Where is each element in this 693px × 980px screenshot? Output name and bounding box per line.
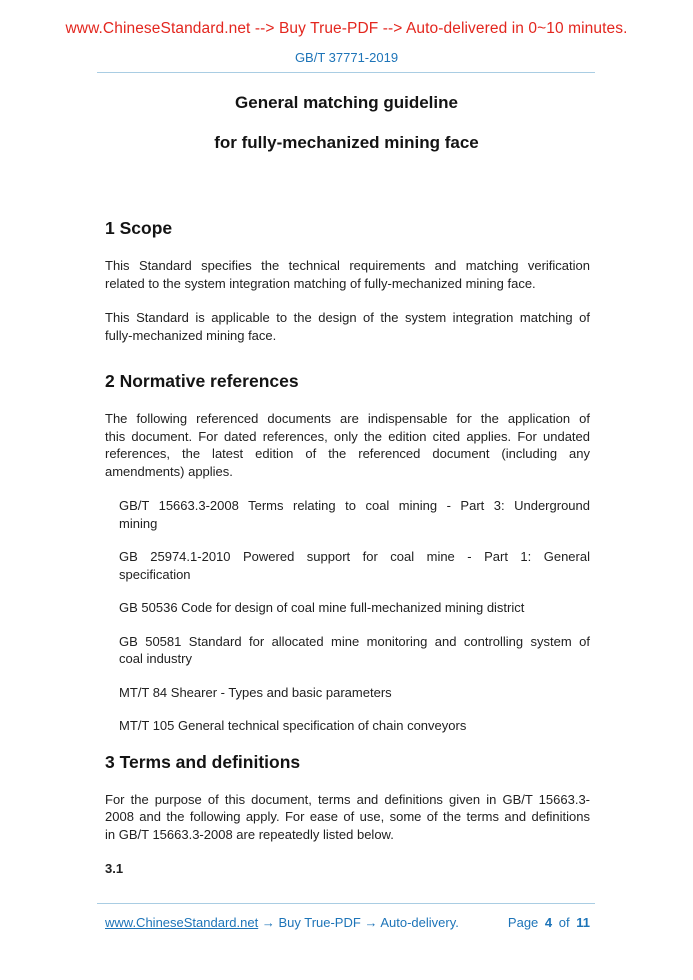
page-indicator bbox=[508, 915, 590, 930]
text-line: this document. For dated references, only the edition cited applies. For undated bbox=[105, 428, 590, 444]
reference-item bbox=[119, 717, 590, 735]
standard-number: GB/T 37771-2019 bbox=[294, 50, 399, 65]
text-line: MT/T 84 Shearer - Types and basic parameters bbox=[119, 684, 392, 700]
text-line: This Standard is applicable to the design of the system integration matching of bbox=[105, 310, 590, 325]
text-line: GB 25974.1-2010 Powered support for coal mine - Part 1: General bbox=[119, 549, 590, 564]
section-heading-scope: 1 Scope bbox=[105, 218, 173, 238]
page-total: 11 bbox=[576, 915, 590, 930]
subclause-number: 3.1 bbox=[105, 861, 124, 876]
text-line: specification bbox=[119, 566, 191, 582]
reference-item bbox=[119, 633, 590, 668]
promo-banner: www.ChineseStandard.net --> Buy True-PDF --> Auto-delivered in 0~10 minutes. bbox=[65, 20, 628, 37]
page-label: Page bbox=[507, 915, 539, 930]
scope-paragraph bbox=[105, 257, 590, 292]
text-line: mining bbox=[119, 515, 158, 531]
footer-delivery-text: Auto-delivery. bbox=[380, 915, 459, 930]
header-divider bbox=[97, 72, 595, 73]
arrow-right-icon: → bbox=[261, 915, 275, 930]
reference-item bbox=[119, 497, 590, 532]
normative-intro-paragraph bbox=[105, 410, 590, 480]
text-line: This Standard specifies the technical requirements and matching verification bbox=[105, 258, 590, 273]
footer-divider bbox=[97, 903, 595, 904]
document-body bbox=[105, 217, 590, 878]
reference-item bbox=[119, 548, 590, 583]
text-line: 2008 and the following apply. For ease of use, some of the terms and definitions bbox=[105, 809, 590, 824]
text-line: GB/T 15663.3-2008 Terms relating to coal mining - Part 3: Underground bbox=[119, 498, 590, 513]
section-heading-normative-references: 2 Normative references bbox=[105, 371, 299, 391]
text-line: The following referenced documents are indispensable for the application of bbox=[105, 411, 590, 426]
page-footer bbox=[105, 915, 590, 930]
text-line: in GB/T 15663.3-2008 are repeatedly listed below. bbox=[105, 826, 394, 842]
document-title-line2: for fully-mechanized mining face bbox=[214, 133, 479, 152]
page-current: 4 bbox=[544, 915, 553, 930]
text-line: fully-mechanized mining face. bbox=[105, 327, 277, 343]
text-line: For the purpose of this document, terms and definitions given in GB/T 15663.3- bbox=[105, 791, 590, 807]
arrow-right-icon: → bbox=[364, 915, 378, 930]
footer-buy-text: Buy True-PDF bbox=[278, 915, 361, 930]
document-title-line1: General matching guideline bbox=[235, 93, 458, 112]
text-line: coal industry bbox=[119, 651, 192, 666]
reference-item bbox=[119, 599, 590, 617]
scope-paragraph bbox=[105, 309, 590, 344]
text-line: amendments) applies. bbox=[105, 463, 233, 479]
text-line: MT/T 105 General technical specification of chain conveyors bbox=[119, 718, 467, 733]
text-line: related to the system integration matching of fully-mechanized mining face. bbox=[105, 275, 536, 291]
text-line: GB 50536 Code for design of coal mine full-mechanized mining district bbox=[119, 600, 525, 615]
terms-intro-paragraph bbox=[105, 791, 590, 844]
of-label: of bbox=[558, 915, 570, 930]
text-line: references, the latest edition of the referenced document (including any bbox=[105, 446, 590, 461]
text-line: GB 50581 Standard for allocated mine monitoring and controlling system of bbox=[119, 633, 590, 649]
reference-item bbox=[119, 684, 590, 702]
footer-links bbox=[105, 915, 459, 930]
footer-site-link[interactable]: www.ChineseStandard.net bbox=[105, 915, 259, 930]
section-heading-terms: 3 Terms and definitions bbox=[105, 751, 301, 772]
